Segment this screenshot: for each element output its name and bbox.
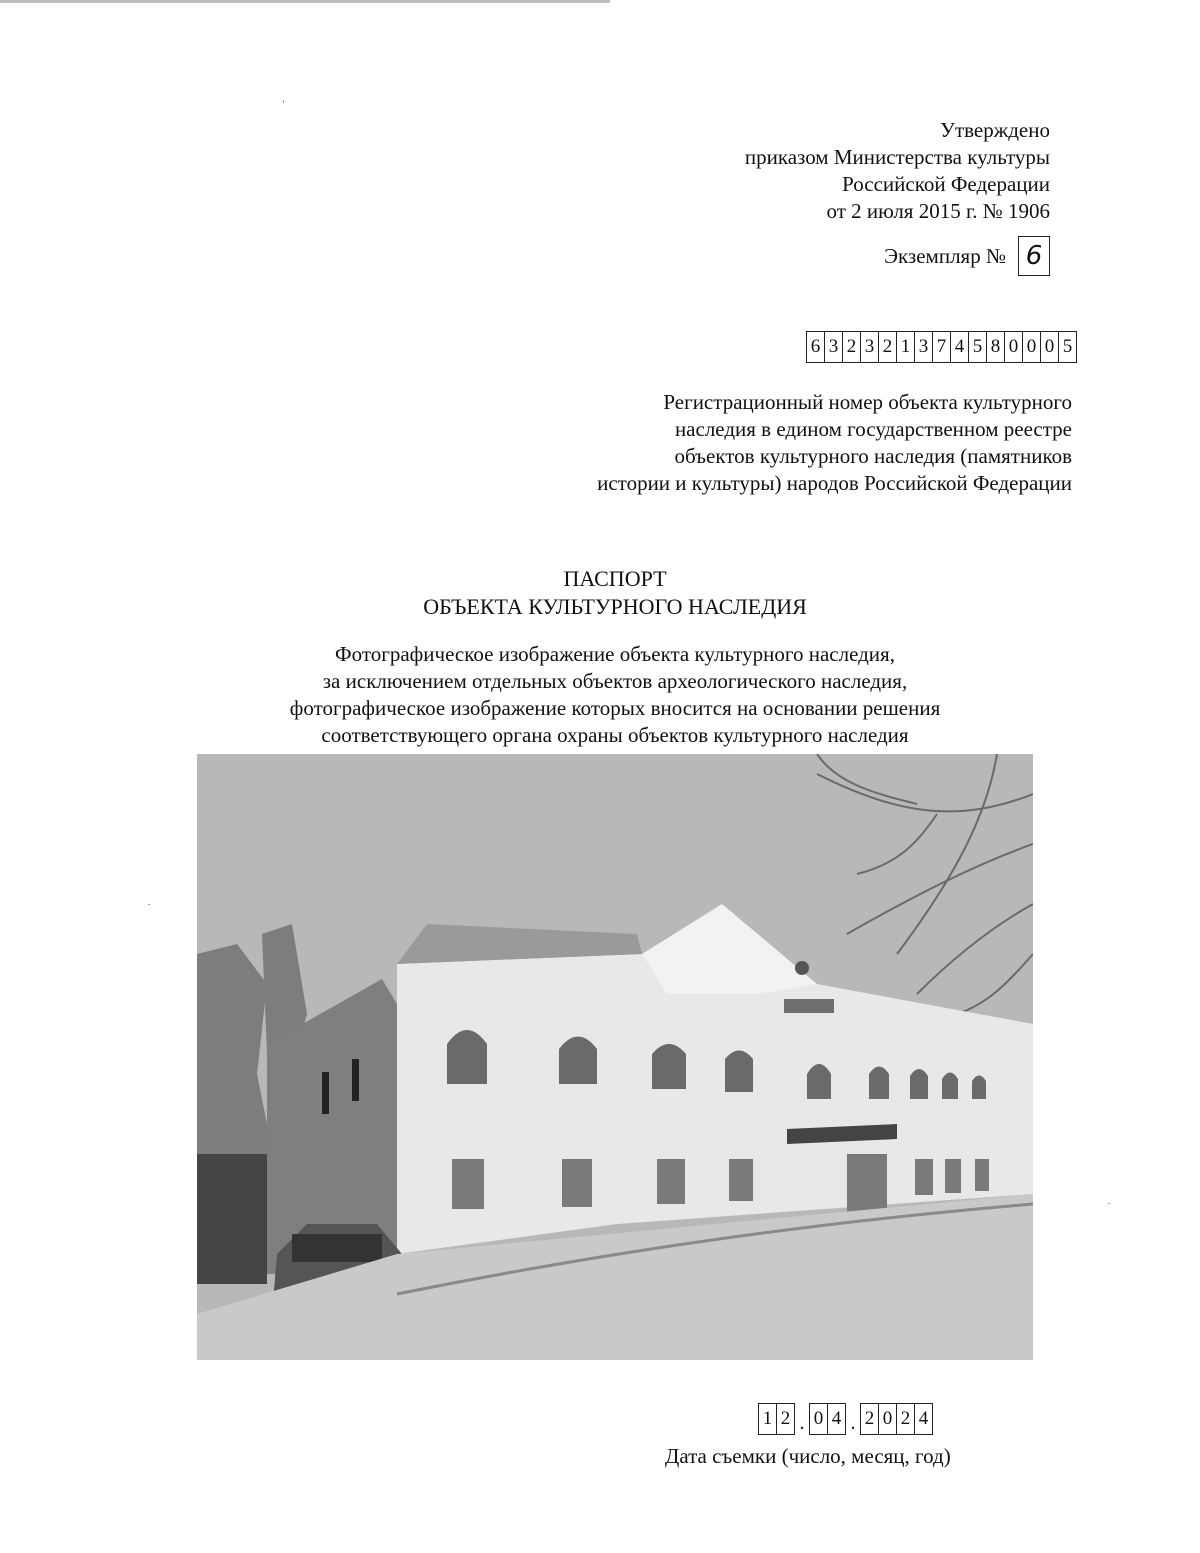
registration-digit: 1 [897,331,915,363]
registration-digit: 3 [915,331,933,363]
scan-speck [283,100,284,103]
registration-number-boxes [806,331,1077,363]
approval-line: Российской Федерации [842,172,1050,196]
heritage-building-photo [197,754,1033,1360]
date-digit: 2 [777,1403,795,1435]
approval-line: от 2 июля 2015 г. № 1906 [826,199,1050,223]
registration-digit: 0 [1041,331,1059,363]
copy-number-box: 6 [1018,236,1050,276]
heading-line: фотографическое изображение которых вносится на основании решения [289,696,941,720]
registration-digit: 7 [933,331,951,363]
copy-label: Экземпляр № [884,243,1006,268]
title-line: ПАСПОРТ [563,566,667,591]
registration-caption-line: Регистрационный номер объекта культурного [663,390,1072,414]
registration-caption [597,389,1072,497]
approval-line: Утверждено [940,118,1050,142]
scan-edge-line [0,0,610,3]
registration-digit: 5 [969,331,987,363]
left-fence [197,1154,267,1284]
registration-caption-line: объектов культурного наследия (памятников [674,444,1072,468]
registration-caption-line: истории и культуры) народов Российской Федерации [597,471,1072,495]
photo-section-heading [0,641,1200,749]
approval-line: приказом Министерства культуры [744,145,1050,169]
registration-caption-line: наследия в едином государственном реестре [674,417,1072,441]
scan-speck [1108,1203,1110,1204]
registration-digit: 0 [1023,331,1041,363]
registration-digit: 3 [825,331,843,363]
registration-digit: 3 [861,331,879,363]
date-caption: Дата съемки (число, месяц, год) [665,1444,951,1468]
photo-date-boxes [758,1403,933,1435]
date-digit: 4 [915,1403,933,1435]
building-photo-drawing [197,754,1033,1360]
heading-line: соответствующего органа охраны объектов культурного наследия [321,723,909,747]
date-digit: 4 [828,1403,846,1435]
approval-block [745,117,1050,225]
copy-number-row [884,236,1050,276]
date-separator: . [799,1412,805,1434]
scan-speck [148,904,150,905]
registration-digit: 2 [879,331,897,363]
date-digit: 0 [879,1403,897,1435]
document-title [0,565,1200,621]
heading-line: Фотографическое изображение объекта культурного наследия, [335,642,895,666]
date-separator: . [850,1412,856,1434]
registration-digit: 8 [987,331,1005,363]
date-day [758,1403,795,1435]
date-digit: 2 [897,1403,915,1435]
date-digit: 2 [861,1403,879,1435]
date-month [809,1403,846,1435]
registration-digit: 6 [807,331,825,363]
registration-digit: 5 [1059,331,1077,363]
registration-digit: 4 [951,331,969,363]
heading-line: за исключением отдельных объектов археологического наследия, [322,669,908,693]
date-digit: 0 [810,1403,828,1435]
date-digit: 1 [759,1403,777,1435]
registration-digit: 0 [1005,331,1023,363]
registration-digit: 2 [843,331,861,363]
date-year [860,1403,933,1435]
title-line: ОБЪЕКТА КУЛЬТУРНОГО НАСЛЕДИЯ [423,594,807,619]
